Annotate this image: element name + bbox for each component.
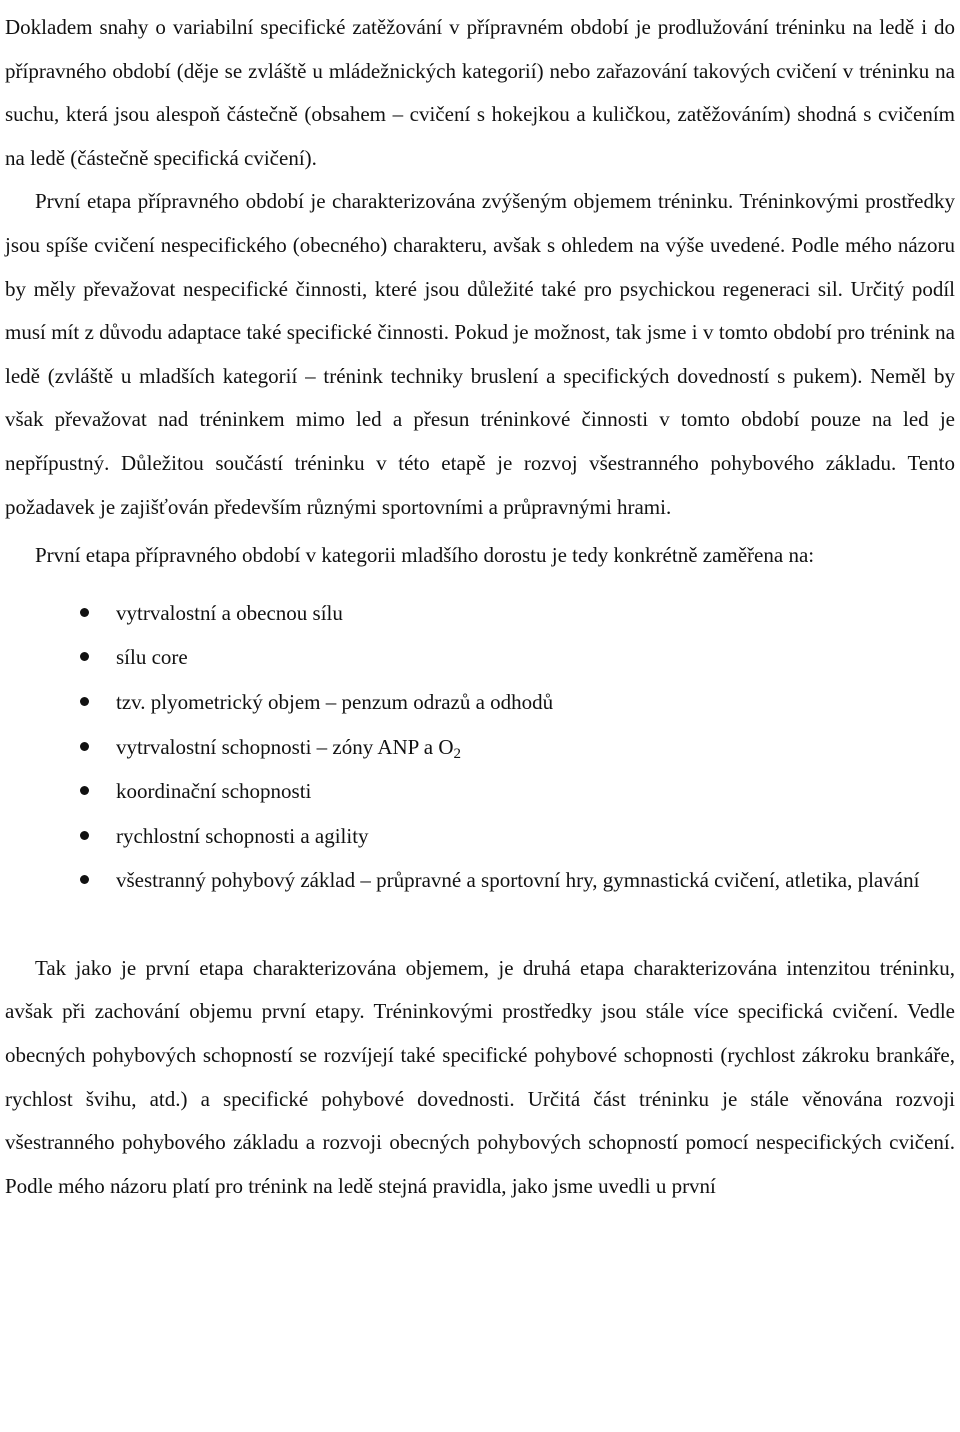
list-item-text: tzv. plyometrický objem – penzum odrazů a odhodů: [116, 689, 554, 714]
list-item: [5, 635, 955, 680]
bullet-icon: [80, 786, 89, 795]
bullet-icon: [80, 875, 89, 884]
list-item-text: vytrvalostní schopnosti – zóny ANP a O: [116, 734, 454, 759]
list-item-text: vytrvalostní a obecnou sílu: [116, 600, 343, 625]
list-item-text: sílu core: [116, 645, 188, 670]
paragraph-1: Dokladem snahy o variabilní specifické zatěžování v přípravném období je prodlužování tréninku na ledě i do přípravného období (děje se zvláště u mládežnických kategorií) nebo zařazování takových cvičení v tréninku na suchu, která jsou alespoň částečně (obsahem – cvičení s hokejkou a kuličkou, zatěžováním) shodná s cvičením na ledě (částečně specifická cvičení).: [5, 15, 955, 170]
bullet-icon: [80, 831, 89, 840]
subscript-two: 2: [453, 745, 462, 762]
list-item-text: rychlostní schopnosti a agility: [116, 823, 369, 848]
list-item: [5, 725, 955, 770]
list-item-text: všestranný pohybový základ – průpravné a sportovní hry, gymnastická cvičení, atletika, plavání: [116, 868, 920, 893]
bullet-list: [5, 591, 955, 903]
bullet-icon: [80, 697, 89, 706]
bullet-icon: [80, 652, 89, 661]
paragraph-3: První etapa přípravného období v kategorii mladšího dorostu je tedy konkrétně zaměřena na:: [35, 543, 815, 568]
list-item-text: koordinační schopnosti: [116, 779, 312, 804]
list-item: [5, 680, 955, 725]
bullet-icon: [80, 742, 89, 751]
document-page: [5, 0, 955, 1208]
list-item: [5, 769, 955, 814]
bullet-icon: [80, 608, 89, 617]
paragraph-4: Tak jako je první etapa charakterizována objemem, je druhá etapa charakterizována intenzitou tréninku, avšak při zachování objemu první etapy. Tréninkovými prostředky jsou stále více specifická cvičení. Vedle obecných pohybových schopností se rozvíjejí také specifické pohybové schopnosti (rychlost zákroku brankáře, rychlost švihu, atd.) a specifické pohybové dovednosti. Určitá část tréninku je stále věnována rozvoji všestranného pohybového základu a rozvoji obecných pohybových schopností pomocí nespecifických cvičení. Podle mého názoru platí pro trénink na ledě stejná pravidla, jako jsme uvedli u první: [5, 955, 955, 1198]
list-item: [5, 858, 955, 903]
paragraph-2: První etapa přípravného období je charakterizována zvýšeným objemem tréninku. Tréninkovými prostředky jsou spíše cvičení nespecifického (obecného) charakteru, avšak s ohledem na výše uvedené. Podle mého názoru by měly převažovat nespecifické činnosti, které jsou důležité také pro psychickou regeneraci sil. Určitý podíl musí mít z důvodu adaptace také specifické činnosti. Pokud je možnost, tak jsme i v tomto období pro trénink na ledě (zvláště u mladších kategorií – trénink techniky bruslení a specifických dovedností s pukem). Neměl by však převažovat nad tréninkem mimo led a přesun tréninkové činnosti v tomto období pouze na led je nepřípustný. Důležitou součástí tréninku v této etapě je rozvoj všestranného pohybového základu. Tento požadavek je zajišťován především různými sportovními a průpravnými hrami.: [5, 189, 955, 519]
list-item: [5, 591, 955, 636]
list-item: [5, 814, 955, 859]
